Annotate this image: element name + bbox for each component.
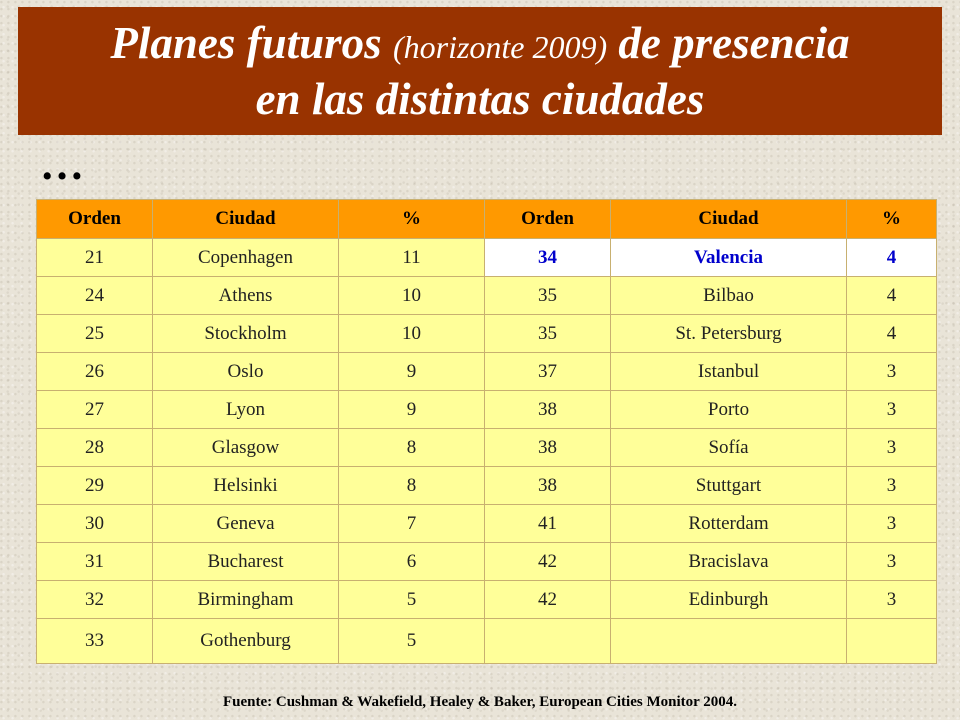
cell-ciudad-highlight: Valencia [611,239,847,277]
cell-percent-highlight: 4 [847,239,937,277]
cell-percent: 4 [847,315,937,353]
cell-ciudad: Copenhagen [153,239,339,277]
table-row [37,315,937,353]
cell-percent: 3 [847,391,937,429]
cell-empty [847,619,937,664]
header-orden-right: Orden [485,200,611,239]
cell-ciudad: Bracislava [611,543,847,581]
cell-orden: 28 [37,429,153,467]
header-ciudad-right: Ciudad [611,200,847,239]
cell-ciudad: Helsinki [153,467,339,505]
cell-percent: 7 [339,505,485,543]
cell-ciudad: Lyon [153,391,339,429]
cell-orden: 21 [37,239,153,277]
cell-ciudad: Bucharest [153,543,339,581]
cell-percent: 10 [339,277,485,315]
cell-percent: 3 [847,429,937,467]
cell-empty [611,619,847,664]
cell-orden: 35 [485,277,611,315]
cell-orden: 37 [485,353,611,391]
table-row [37,619,937,664]
cell-orden: 38 [485,467,611,505]
cell-percent: 8 [339,429,485,467]
source-citation: Fuente: Cushman & Wakefield, Healey & Baker, European Cities Monitor 2004. [222,694,738,710]
cell-percent: 5 [339,581,485,619]
cell-percent: 4 [847,277,937,315]
cell-orden: 32 [37,581,153,619]
table-row [37,391,937,429]
header-percent-right: % [847,200,937,239]
cell-percent: 5 [339,619,485,664]
cell-ciudad: Stuttgart [611,467,847,505]
header-ciudad-left: Ciudad [153,200,339,239]
cell-ciudad: Glasgow [153,429,339,467]
cell-percent: 10 [339,315,485,353]
header-orden-left: Orden [37,200,153,239]
cell-percent: 9 [339,391,485,429]
cell-orden: 26 [37,353,153,391]
table-row [37,353,937,391]
table-row [37,543,937,581]
cell-ciudad: St. Petersburg [611,315,847,353]
cell-orden: 38 [485,429,611,467]
title-parenthetical: (horizonte 2009) [392,29,608,65]
cell-orden: 29 [37,467,153,505]
cell-orden: 33 [37,619,153,664]
cell-orden: 42 [485,581,611,619]
cell-orden: 24 [37,277,153,315]
cell-ciudad: Stockholm [153,315,339,353]
cell-orden: 25 [37,315,153,353]
cell-percent: 3 [847,581,937,619]
table-row [37,429,937,467]
table-row [37,277,937,315]
cell-percent: 11 [339,239,485,277]
title-main-a: Planes futuros [110,18,393,68]
title-banner [18,7,942,135]
table-row [37,467,937,505]
cell-percent: 3 [847,467,937,505]
header-percent-left: % [339,200,485,239]
ellipsis-marker: … [40,140,88,189]
cell-ciudad: Porto [611,391,847,429]
cell-orden-highlight: 34 [485,239,611,277]
cell-ciudad: Birmingham [153,581,339,619]
cell-orden: 27 [37,391,153,429]
cell-orden: 42 [485,543,611,581]
cell-orden: 30 [37,505,153,543]
cell-empty [485,619,611,664]
table-header-row [37,200,937,239]
table-row [37,581,937,619]
cell-ciudad: Oslo [153,353,339,391]
title-line-1 [110,17,849,73]
cell-ciudad: Edinburgh [611,581,847,619]
city-presence-table [36,199,937,664]
cell-percent: 3 [847,353,937,391]
title-main-b: de presencia [607,18,850,68]
cell-ciudad: Geneva [153,505,339,543]
cell-orden: 35 [485,315,611,353]
cell-orden: 31 [37,543,153,581]
table-row [37,505,937,543]
cell-orden: 38 [485,391,611,429]
cell-ciudad: Sofía [611,429,847,467]
table-row [37,239,937,277]
cell-percent: 9 [339,353,485,391]
title-line-2: en las distintas ciudades [255,74,705,124]
cell-ciudad: Bilbao [611,277,847,315]
cell-ciudad: Istanbul [611,353,847,391]
cell-percent: 3 [847,505,937,543]
cell-percent: 6 [339,543,485,581]
cell-percent: 8 [339,467,485,505]
cell-ciudad: Rotterdam [611,505,847,543]
cell-ciudad: Athens [153,277,339,315]
cell-ciudad: Gothenburg [153,619,339,664]
cell-orden: 41 [485,505,611,543]
cell-percent: 3 [847,543,937,581]
